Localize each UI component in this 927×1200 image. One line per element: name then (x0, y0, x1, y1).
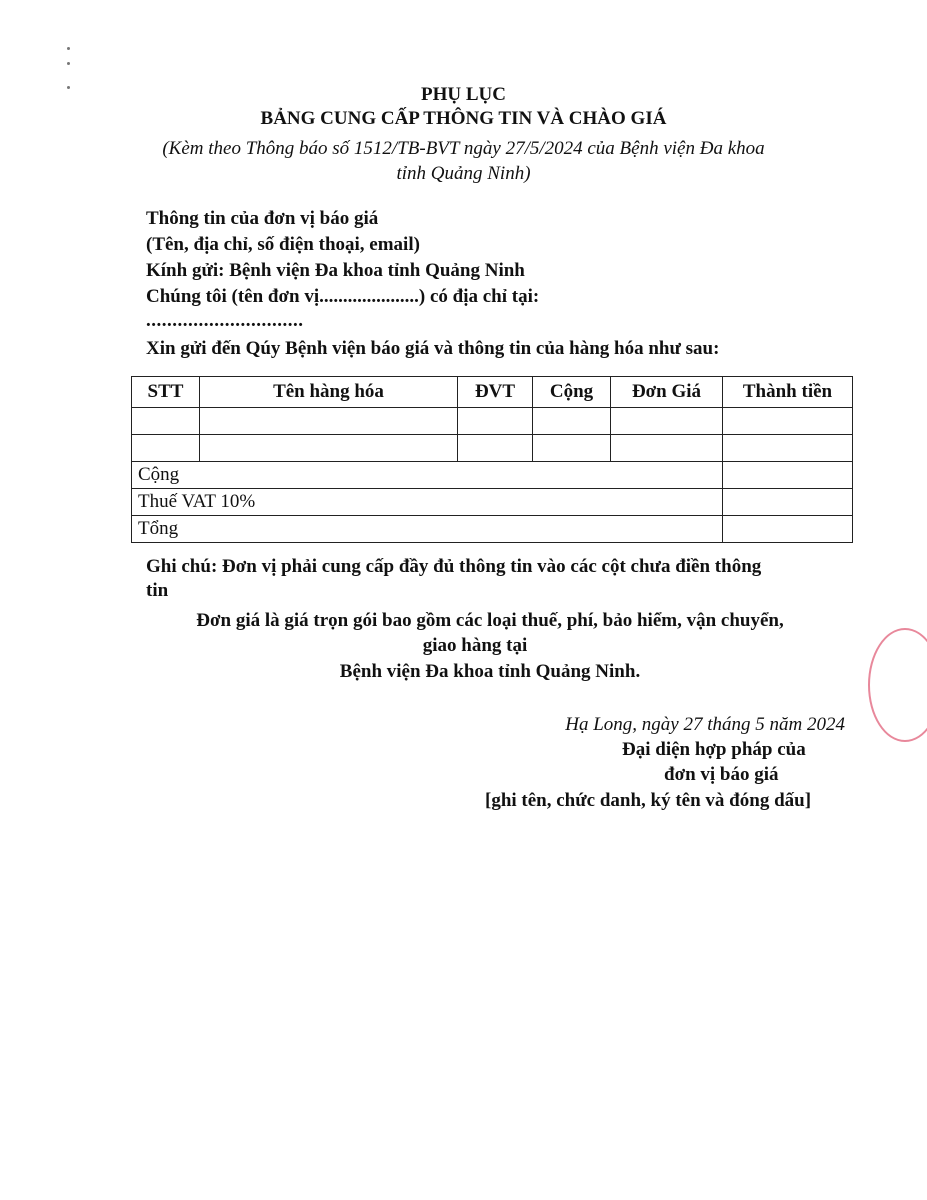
appendix-heading: PHỤ LỤC (421, 84, 506, 105)
summary-value-total[interactable] (723, 516, 853, 543)
table-cell[interactable] (611, 408, 723, 435)
table-header-row (132, 377, 853, 408)
scan-speck (67, 62, 70, 65)
table-row (132, 408, 853, 435)
document-title: BẢNG CUNG CẤP THÔNG TIN VÀ CHÀO GIÁ (260, 108, 667, 129)
scan-speck (67, 47, 70, 50)
subtitle-line-1: (Kèm theo Thông báo số 1512/TB-BVT ngày 27/5/2024 của Bệnh viện Đa khoa (162, 138, 765, 159)
intro-line: Xin gửi đến Qúy Bệnh viện báo giá và thông tin của hàng hóa như sau: (146, 338, 720, 359)
header-stt: STT (132, 377, 200, 408)
price-note-line-2: giao hàng tại (422, 635, 528, 656)
note-line-2: tin (146, 580, 169, 601)
rep-line-1: Đại diện hợp pháp của (622, 739, 806, 760)
unit-details-label: (Tên, địa chỉ, số điện thoại, email) (146, 234, 420, 255)
summary-value-subtotal[interactable] (723, 462, 853, 489)
note-line-1: Ghi chú: Đơn vị phải cung cấp đầy đủ thông tin vào các cột chưa điền thông (146, 556, 762, 577)
recipient-line: Kính gửi: Bệnh viện Đa khoa tỉnh Quảng Ninh (146, 260, 525, 281)
table-cell[interactable] (458, 435, 533, 462)
table-cell[interactable] (132, 408, 200, 435)
place-date: Hạ Long, ngày 27 tháng 5 năm 2024 (565, 714, 845, 735)
table-cell[interactable] (533, 435, 611, 462)
header-unit: ĐVT (458, 377, 533, 408)
summary-value-vat[interactable] (723, 489, 853, 516)
quotation-table (131, 376, 853, 543)
table-cell[interactable] (458, 408, 533, 435)
table-cell[interactable] (723, 408, 853, 435)
summary-label-subtotal: Cộng (132, 462, 723, 489)
summary-row-total (132, 516, 853, 543)
rep-line-3: [ghi tên, chức danh, ký tên và đóng dấu] (485, 790, 812, 811)
rep-line-2: đơn vị báo giá (664, 764, 779, 785)
unit-address-line: Chúng tôi (tên đơn vị.....................) có địa chỉ tại: (146, 286, 540, 307)
table-row (132, 435, 853, 462)
table-cell[interactable] (611, 435, 723, 462)
header-unit-price: Đơn Giá (611, 377, 723, 408)
summary-row-vat (132, 489, 853, 516)
table-cell[interactable] (200, 435, 458, 462)
header-item-name: Tên hàng hóa (200, 377, 458, 408)
table-cell[interactable] (132, 435, 200, 462)
price-note-line-1: Đơn giá là giá trọn gói bao gồm các loại thuế, phí, bảo hiểm, vận chuyển, (196, 610, 784, 631)
price-note-line-3: Bệnh viện Đa khoa tỉnh Quảng Ninh. (339, 661, 641, 682)
header-quantity: Cộng (533, 377, 611, 408)
header-total: Thành tiền (723, 377, 853, 408)
table-cell[interactable] (200, 408, 458, 435)
subtitle-line-2: tỉnh Quảng Ninh) (396, 163, 531, 184)
table-cell[interactable] (723, 435, 853, 462)
unit-info-label: Thông tin của đơn vị báo giá (146, 208, 379, 229)
summary-row-subtotal (132, 462, 853, 489)
summary-label-total: Tổng (132, 516, 723, 543)
table-cell[interactable] (533, 408, 611, 435)
dotted-fill-line: .............................. (146, 310, 304, 331)
summary-label-vat: Thuế VAT 10% (132, 489, 723, 516)
